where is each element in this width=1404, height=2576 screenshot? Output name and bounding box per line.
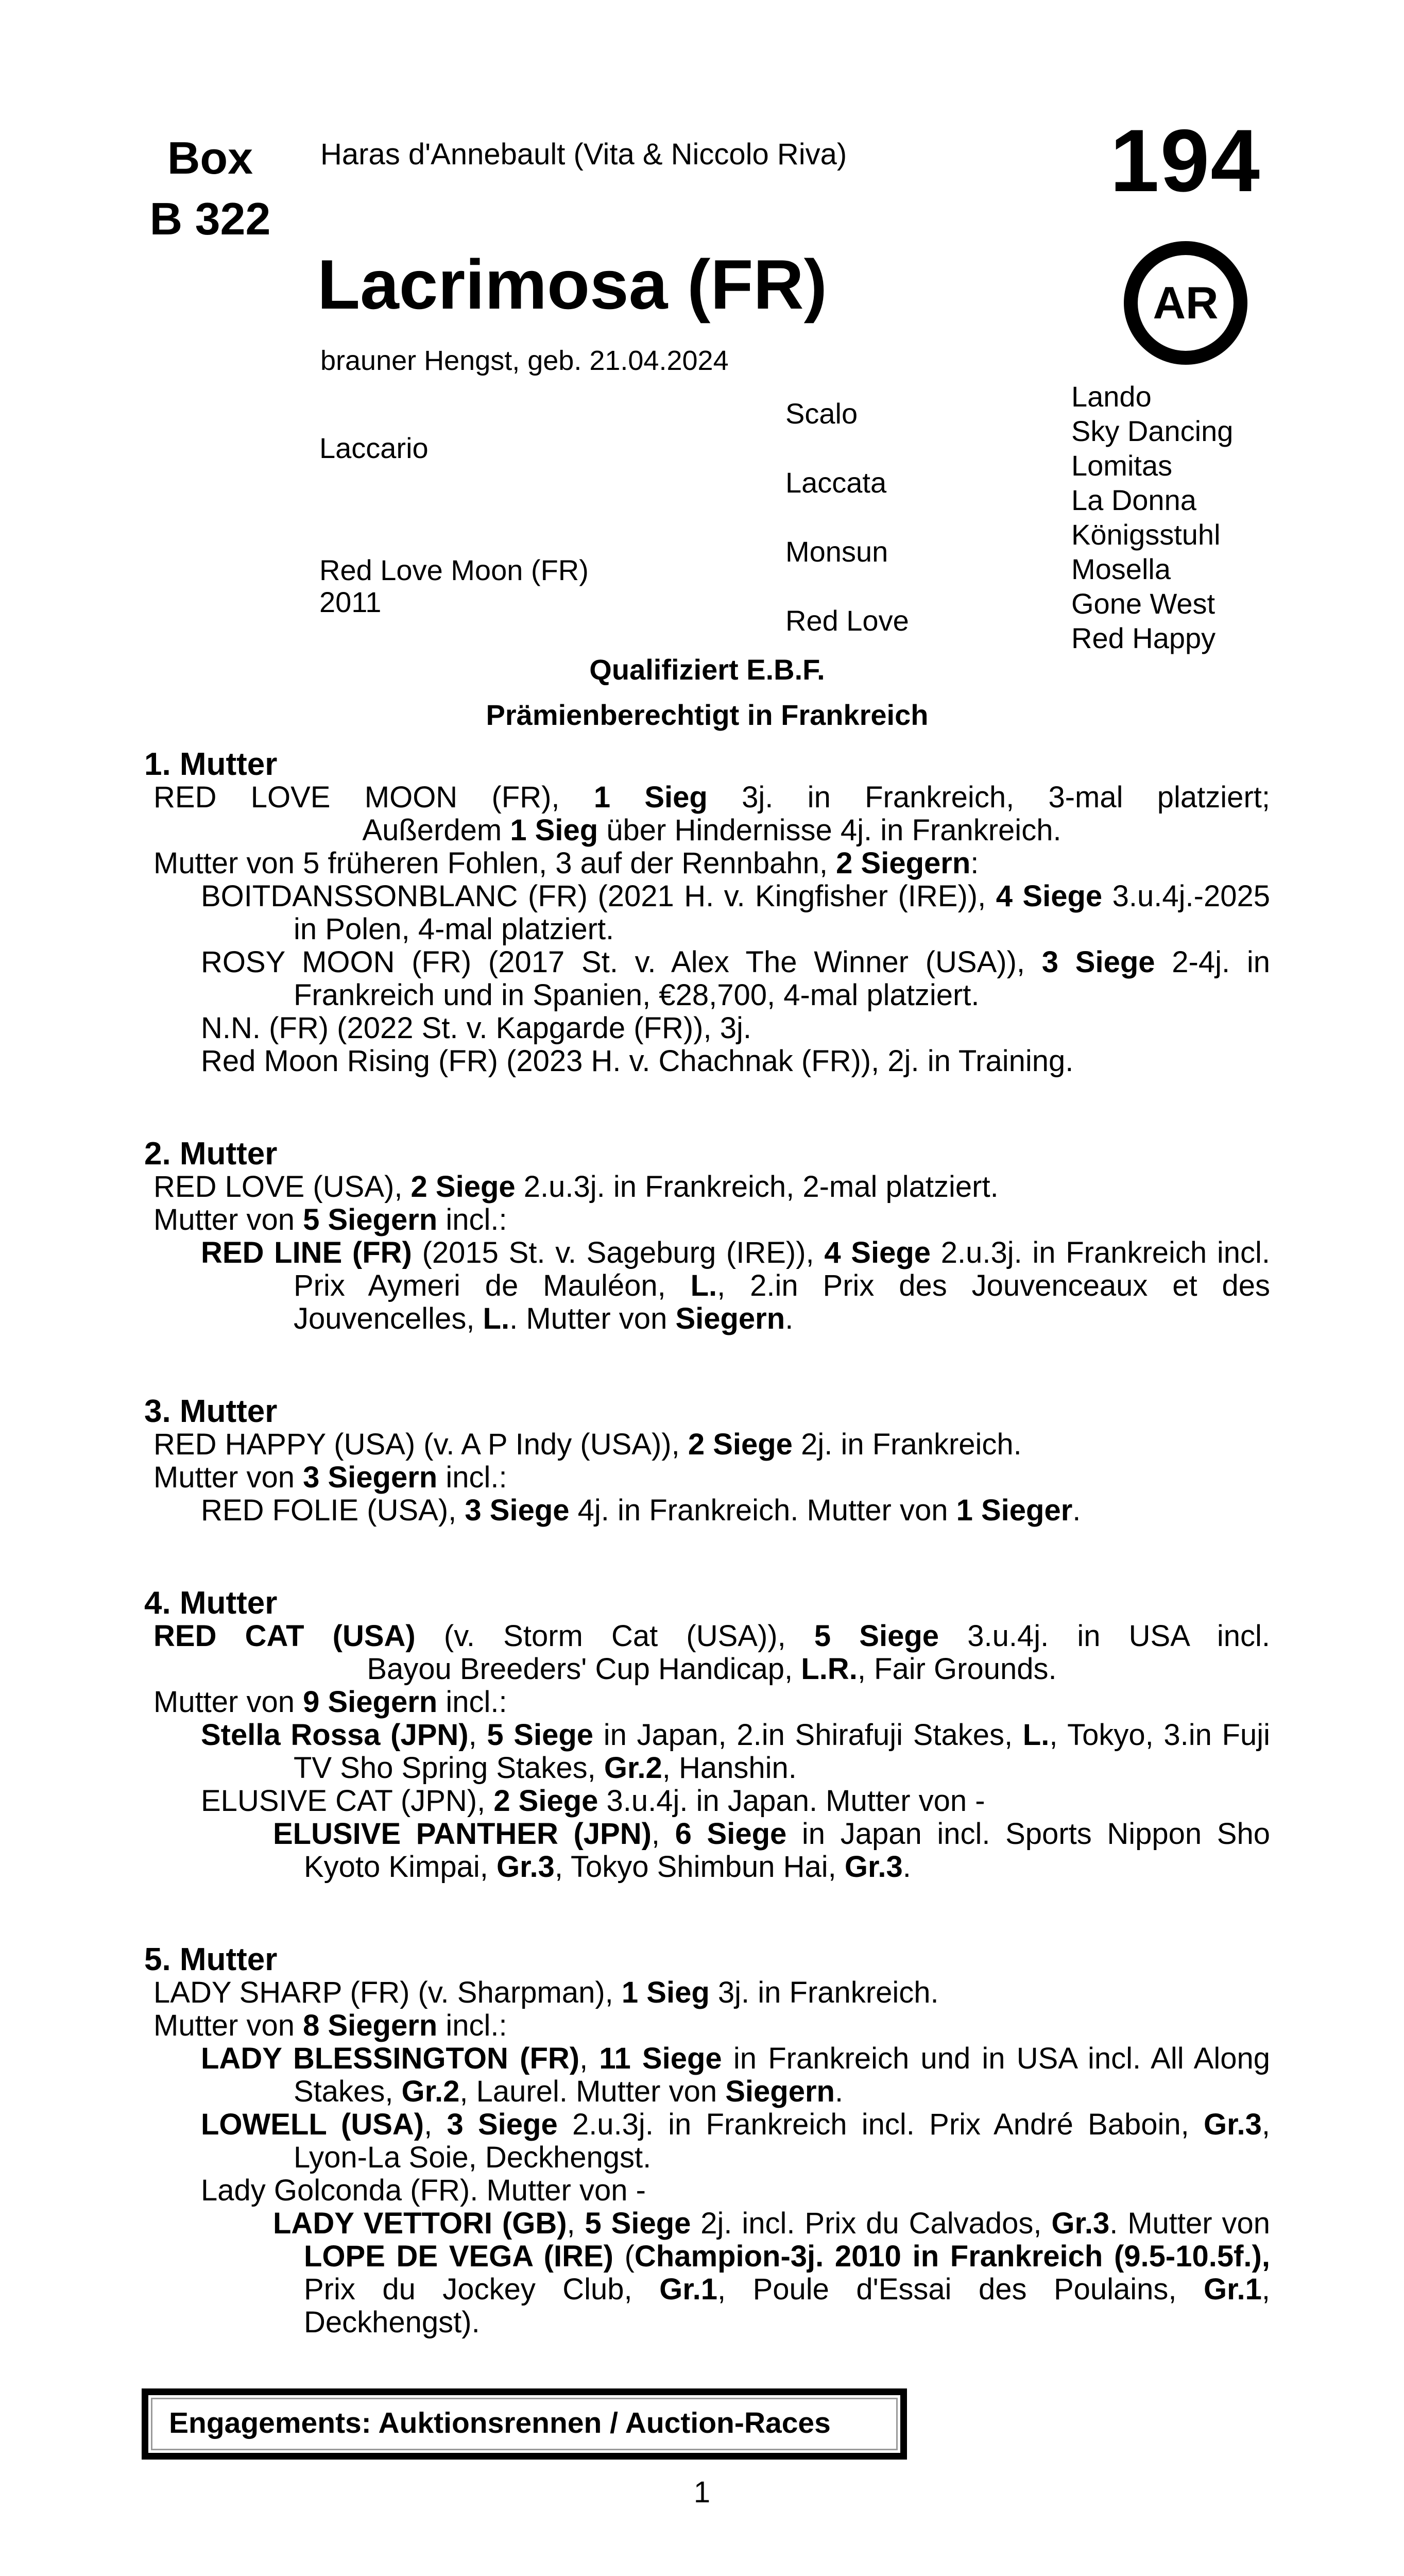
offspring-entry: LADY VETTORI (GB), 5 Siege 2j. incl. Prix du Calvados, Gr.3. Mutter von LOPE DE VEGA (IRE) (Champion-3j. 2010 in Frankreich (9.5-10.5f.), Prix du Jockey Club, Gr.1, Poule d'Essai des Poulains, Gr.1, Deckhengst). — [273, 2207, 1270, 2339]
mutter-section — [144, 1943, 1270, 2339]
mare-line: Mutter von 5 früheren Fohlen, 3 auf der Rennbahn, 2 Siegern: — [153, 846, 979, 880]
offspring-entry: Lady Golconda (FR). Mutter von - — [201, 2174, 646, 2207]
mare-line: Mutter von 3 Siegern incl.: — [153, 1461, 507, 1494]
mare-line: Mutter von 9 Siegern incl.: — [153, 1685, 507, 1719]
offspring-entry: ELUSIVE CAT (JPN), 2 Siege 3.u.4j. in Japan. Mutter von - — [201, 1784, 985, 1818]
engagements-label: Engagements: Auktionsrennen / Auction-Races — [151, 2398, 898, 2450]
pedigree-grandparent: Monsun — [785, 535, 888, 568]
offspring-entry: N.N. (FR) (2022 St. v. Kapgarde (FR)), 3j. — [201, 1011, 751, 1045]
page-number: 1 — [693, 2476, 711, 2509]
offspring-entry: Red Moon Rising (FR) (2023 H. v. Chachnak (FR)), 2j. in Training. — [201, 1044, 1074, 1078]
qualification-line-2: Prämienberechtigt in Frankreich — [486, 699, 929, 731]
mutter-heading: 3. Mutter — [144, 1394, 278, 1429]
horse-name: Lacrimosa (FR) — [317, 245, 827, 324]
box-label-word: Box — [167, 132, 253, 183]
mare-line: LADY SHARP (FR) (v. Sharpman), 1 Sieg 3j. in Frankreich. — [153, 1976, 939, 2009]
pedigree-grandparent: Laccata — [785, 466, 887, 499]
mutter-section — [144, 1138, 1270, 1335]
horse-details: brauner Hengst, geb. 21.04.2024 — [320, 345, 729, 376]
lot-number: 194 — [1110, 111, 1261, 210]
offspring-entry: LOWELL (USA), 3 Siege 2.u.3j. in Frankreich incl. Prix André Baboin, Gr.3, Lyon-La Soie, Deckhengst. — [201, 2108, 1270, 2174]
pedigree-dam-year: 2011 — [319, 586, 382, 618]
offspring-entry: ELUSIVE PANTHER (JPN), 6 Siege in Japan incl. Sports Nippon Sho Kyoto Kimpai, Gr.3, Tokyo Shimbun Hai, Gr.3. — [273, 1817, 1270, 1884]
mare-line: RED LOVE (USA), 2 Siege 2.u.3j. in Frankreich, 2-mal platziert. — [153, 1170, 999, 1204]
mutter-heading: 1. Mutter — [144, 747, 278, 782]
box-label — [133, 128, 287, 249]
mutter-sections — [144, 748, 1270, 2339]
mutter-section — [144, 1587, 1270, 1884]
pedigree-great-grandparent: Mosella — [1071, 552, 1171, 585]
pedigree-great-grandparent: Gone West — [1071, 587, 1215, 620]
pedigree-dam — [319, 517, 785, 655]
mutter-section — [144, 1395, 1270, 1527]
ar-badge-icon: AR — [1124, 241, 1247, 365]
offspring-entry: LADY BLESSINGTON (FR), 11 Siege in Frankreich und in USA incl. All Along Stakes, Gr.2, Laurel. Mutter von Siegern. — [201, 2042, 1270, 2108]
pedigree-sire: Laccario — [319, 432, 429, 464]
mare-line: RED LOVE MOON (FR), 1 Sieg 3j. in Frankreich, 3-mal platziert; — [153, 781, 1270, 814]
mare-line: Mutter von 8 Siegern incl.: — [153, 2009, 507, 2042]
pedigree-great-grandparent: Lomitas — [1071, 449, 1173, 482]
offspring-entry: BOITDANSSONBLANC (FR) (2021 H. v. Kingfisher (IRE)), 4 Siege 3.u.4j.-2025 in Polen, 4-mal platziert. — [201, 879, 1270, 946]
mare-line: Mutter von 5 Siegern incl.: — [153, 1203, 507, 1236]
box-number: B 322 — [149, 193, 271, 244]
pedigree-grid — [319, 379, 1277, 655]
mutter-heading: 4. Mutter — [144, 1585, 278, 1621]
offspring-entry: Stella Rossa (JPN), 5 Siege in Japan, 2.in Shirafuji Stakes, L., Tokyo, 3.in Fuji TV Sho Spring Stakes, Gr.2, Hanshin. — [201, 1718, 1270, 1785]
offspring-entry: RED FOLIE (USA), 3 Siege 4j. in Frankreich. Mutter von 1 Sieger. — [201, 1494, 1081, 1527]
pedigree-dam-name: Red Love Moon (FR) — [319, 554, 589, 586]
engagements-box — [142, 2388, 907, 2460]
mare-line: Bayou Breeders' Cup Handicap, L.R., Fair Grounds. — [367, 1652, 1057, 1686]
mutter-section — [144, 748, 1270, 1078]
qualification-line-1: Qualifiziert E.B.F. — [589, 653, 825, 686]
mare-line: RED CAT (USA) (v. Storm Cat (USA)), 5 Siege 3.u.4j. in USA incl. — [153, 1619, 1270, 1653]
pedigree-great-grandparent: Red Happy — [1071, 621, 1216, 654]
offspring-entry: RED LINE (FR) (2015 St. v. Sageburg (IRE)), 4 Siege 2.u.3j. in Frankreich incl. Prix Aymeri de Mauléon, L., 2.in Prix des Jouvenceaux et des Jouvencelles, L.. Mutter von Siegern. — [201, 1236, 1270, 1335]
mutter-heading: 2. Mutter — [144, 1136, 278, 1172]
consignor: Haras d'Annebault (Vita & Niccolo Riva) — [320, 138, 847, 171]
pedigree-great-grandparent: Lando — [1071, 380, 1152, 413]
mutter-heading: 5. Mutter — [144, 1942, 278, 1977]
mare-line: Außerdem 1 Sieg über Hindernisse 4j. in Frankreich. — [362, 814, 1061, 847]
pedigree-great-grandparent: Sky Dancing — [1071, 414, 1234, 447]
pedigree-great-grandparent: La Donna — [1071, 483, 1196, 516]
pedigree-grandparent: Scalo — [785, 397, 858, 430]
pedigree-great-grandparent: Königsstuhl — [1071, 518, 1221, 551]
mare-line: RED HAPPY (USA) (v. A P Indy (USA)), 2 Siege 2j. in Frankreich. — [153, 1428, 1022, 1461]
pedigree-grandparent: Red Love — [785, 604, 909, 637]
offspring-entry: ROSY MOON (FR) (2017 St. v. Alex The Winner (USA)), 3 Siege 2-4j. in Frankreich und in Spanien, €28,700, 4-mal platziert. — [201, 945, 1270, 1012]
